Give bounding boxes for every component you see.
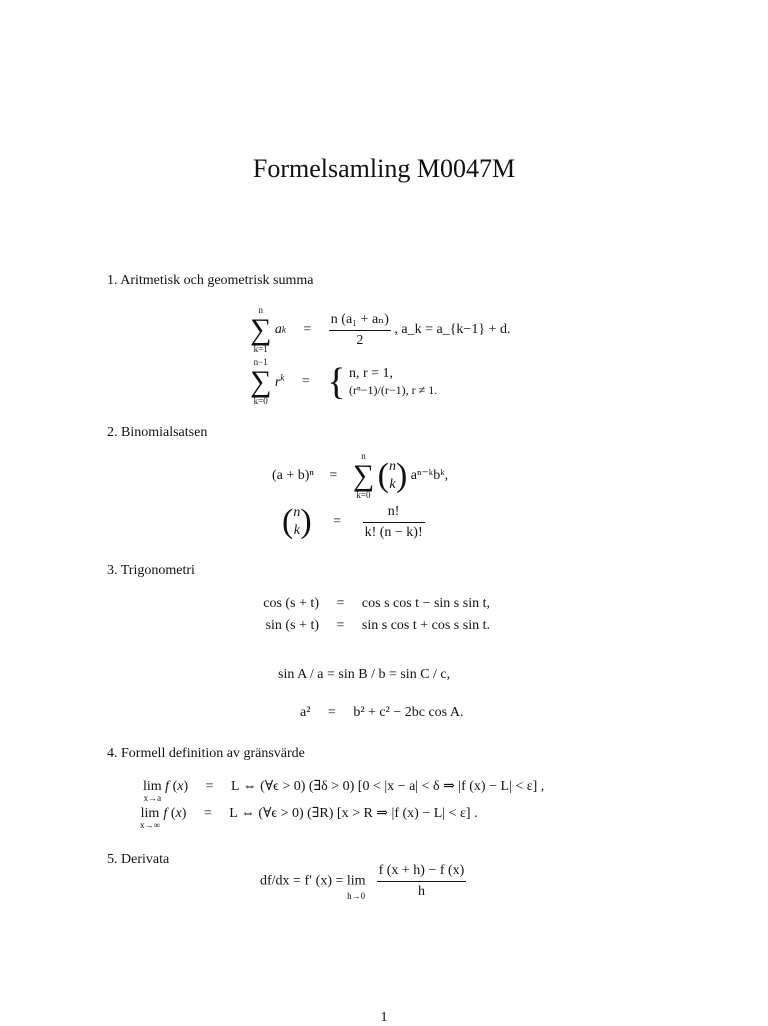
geometric-case-2: (rⁿ−1)/(r−1), r ≠ 1. bbox=[349, 383, 438, 397]
cosine-law: a² = b² + c² − 2bc cos A. bbox=[300, 705, 464, 720]
limit-at-point-definition: lim x→a f (x) = L ⇔ (∀ϵ > 0) (∃δ > 0) [0 < |x − a| < δ ⇒ |f (x) − L| < ε] , bbox=[143, 779, 545, 803]
difference-quotient-numerator: f (x + h) − f (x) bbox=[377, 864, 467, 882]
arithmetic-denominator: 2 bbox=[356, 332, 364, 348]
arithmetic-numerator: n (a₁ + aₙ) bbox=[329, 313, 391, 331]
binomial-denominator: k! (n − k)! bbox=[364, 524, 423, 540]
arithmetic-recurrence: , a_k = a_{k−1} + d. bbox=[394, 322, 511, 337]
limit-at-point-rhs: L ⇔ (∀ϵ > 0) (∃δ > 0) [0 < |x − a| < δ ⇒ |f (x) − L| < ε] , bbox=[231, 779, 545, 794]
cos-lhs: cos (s + t) bbox=[263, 596, 319, 611]
binomial-lhs: (a + b)ⁿ bbox=[272, 468, 314, 483]
sine-law bbox=[278, 668, 450, 682]
section-heading-binomial: 2. Binomialsatsen bbox=[107, 425, 208, 440]
section-heading-trigonometry: 3. Trigonometri bbox=[107, 563, 195, 578]
derivative-lhs: df/dx = f′ (x) = lim bbox=[260, 873, 366, 889]
section-heading-derivative: 5. Derivata bbox=[107, 852, 170, 867]
limit-at-infinity-definition: lim x→∞ f (x) = L ⇔ (∀ϵ > 0) (∃R) [x > R ⇒ |f (x) − L| < ε] . bbox=[140, 806, 478, 830]
sum-lower-limit: k=1 bbox=[253, 344, 268, 354]
arithmetic-sum-formula: n ∑ k=1 ak = $\frac{\text{n (a₁ + aₙ)}}{2}$ , a_k = a_{k−1} + d. bbox=[250, 305, 511, 354]
binomial-coefficient-definition: ( n k ) = $\frac{n!}{k! (n - k)!}$ bbox=[282, 503, 423, 540]
limit-subscript: x→a bbox=[143, 793, 162, 803]
sigma-symbol: ∑ bbox=[250, 365, 272, 398]
difference-quotient-denominator: h bbox=[417, 884, 425, 899]
cos-rhs: cos s cos t − sin s sin t, bbox=[361, 596, 490, 611]
sin-lhs: sin (s + t) bbox=[265, 618, 319, 633]
sin-rhs: sin s cos t + cos s sin t. bbox=[361, 618, 490, 633]
sine-law-text: sin A / a = sin B / b = sin C / c, bbox=[278, 667, 451, 682]
limit-subscript: x→∞ bbox=[140, 820, 160, 830]
page-number: 1 bbox=[380, 1010, 388, 1025]
binomial-numerator: n! bbox=[363, 505, 425, 523]
section-heading-limit-definition: 4. Formell definition av gränsvärde bbox=[107, 746, 305, 761]
difference-quotient bbox=[377, 864, 467, 899]
geometric-sum-formula: n−1 ∑ k=0 $r^k$ = { n, r = 1, (rⁿ−1)/(r−1), r ≠ 1. bbox=[250, 357, 438, 406]
sigma-symbol: ∑ bbox=[352, 459, 375, 492]
binomial-theorem: (a + b)ⁿ = n ∑ k=0 ( n k ) aⁿ⁻ᵏbᵏ, bbox=[272, 451, 449, 500]
sin-addition-formula: sin (s + t) = sin s cos t + cos s sin t. bbox=[256, 619, 490, 633]
limit-at-infinity-rhs: L ⇔ (∀ϵ > 0) (∃R) [x > R ⇒ |f (x) − L| < ε] . bbox=[229, 806, 478, 821]
cos-addition-formula: cos (s + t) = cos s cos t − sin s sin t, bbox=[256, 597, 490, 611]
cosine-law-rhs: b² + c² − 2bc cos A. bbox=[353, 705, 464, 720]
geometric-case-1: n, r = 1, bbox=[349, 366, 394, 381]
sum-upper-limit: n bbox=[258, 305, 263, 315]
sum-upper-limit: n−1 bbox=[253, 357, 268, 367]
cosine-law-lhs: a² bbox=[300, 705, 311, 720]
derivative-definition bbox=[260, 864, 466, 901]
sigma-symbol: ∑ bbox=[250, 313, 272, 346]
derivative-limit-subscript: h→0 bbox=[347, 890, 366, 901]
arithmetic-fraction bbox=[329, 313, 391, 348]
left-brace: { bbox=[327, 361, 346, 403]
sum-term: a bbox=[274, 322, 282, 337]
binomial-fraction bbox=[363, 505, 425, 540]
section-heading-arithmetic-geometric: 1. Aritmetisk och geometrisk summa bbox=[107, 273, 314, 288]
binomial-rhs-tail: aⁿ⁻ᵏbᵏ, bbox=[410, 468, 449, 483]
document-title: Formelsamling M0047M bbox=[252, 154, 516, 183]
sum-lower-limit: k=0 bbox=[253, 396, 268, 406]
